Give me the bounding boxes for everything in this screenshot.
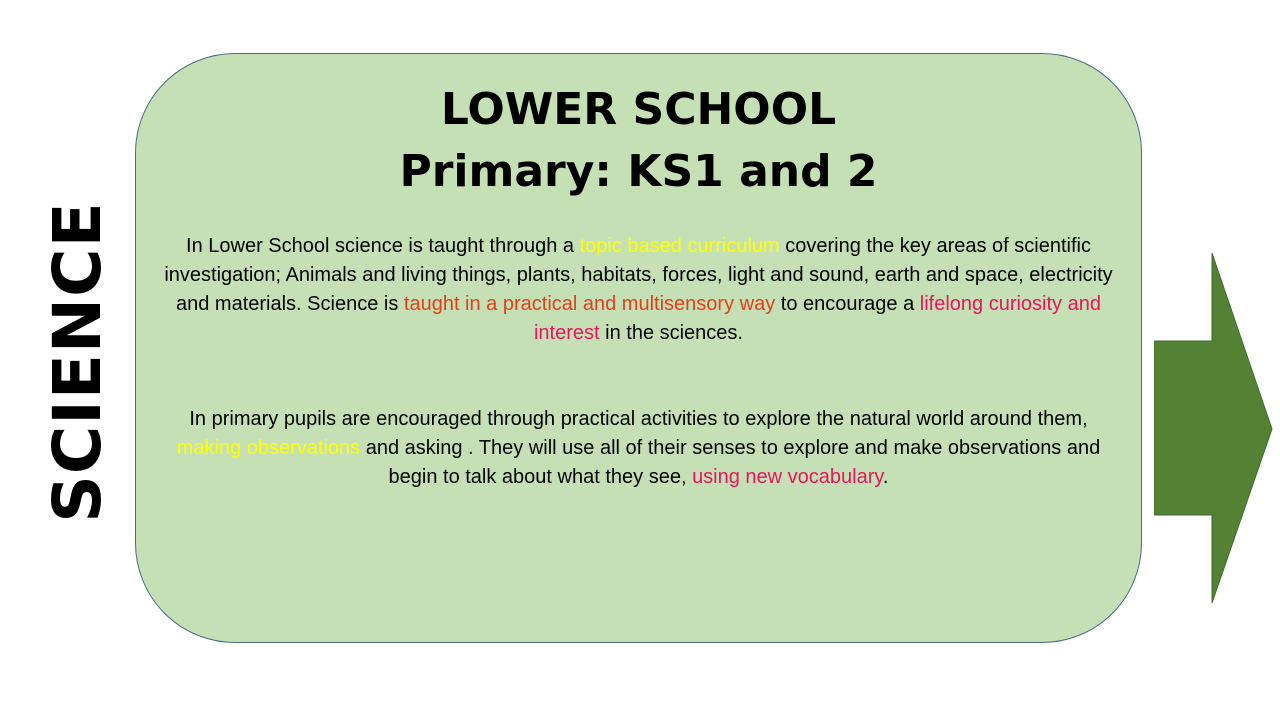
paragraph-curriculum: [164, 232, 1113, 348]
paragraph-text: in the sciences.: [599, 322, 743, 344]
highlight-topic-based-curriculum: topic based curriculum: [579, 235, 780, 257]
paragraph-text: In primary pupils are encouraged through practical activities to explore the natural world around them,: [189, 408, 1088, 430]
paragraph-text: .: [882, 466, 889, 488]
paragraph-primary: [164, 405, 1113, 492]
highlight-new-vocabulary: using new vocabulary: [692, 466, 883, 488]
arrow-shape: [1154, 253, 1272, 603]
paragraph-text: and asking . They will use all of their senses to explore and make observations and begin to talk about what they see,: [360, 437, 1101, 488]
paragraph-text: covering the key areas of scientific investigation; Animals and living things, plants, habitats, forces, light and sound, earth and space, electricity and materials. Science is: [164, 235, 1113, 315]
paragraph-text: to encourage a: [775, 293, 920, 315]
side-label: SCIENCE: [39, 201, 116, 523]
highlight-making-observations: making observations: [176, 437, 361, 459]
highlight-practical-multisensory: taught in a practical and multisensory way: [403, 293, 776, 315]
highlight-lifelong-curiosity: lifelong curiosity and interest: [533, 293, 1101, 344]
content-panel: [135, 53, 1142, 643]
paragraph-text: In Lower School science is taught through a: [186, 235, 580, 257]
right-arrow-icon[interactable]: [1154, 253, 1274, 605]
panel-subtitle: Primary: KS1 and 2: [399, 146, 878, 197]
panel-title: LOWER SCHOOL: [440, 84, 837, 135]
